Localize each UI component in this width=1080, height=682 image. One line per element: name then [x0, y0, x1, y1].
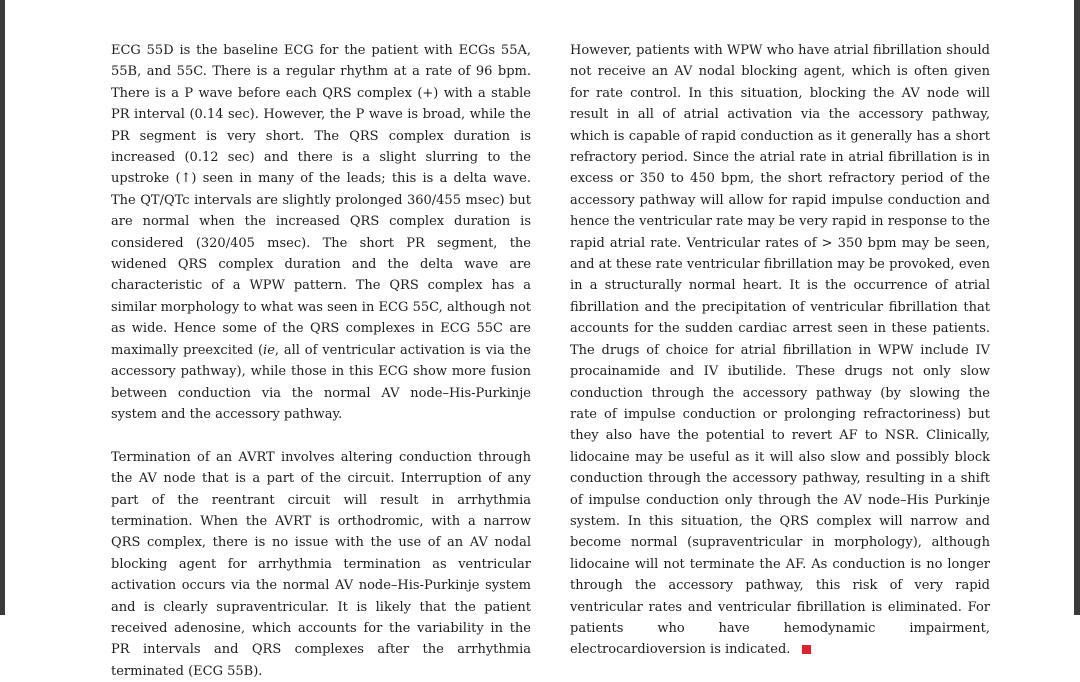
- left-paragraph-1-part-a: ECG 55D is the baseline ECG for the patient with ECGs 55A, 55B, and 55C. There is a regular rhythm at a rate of 96 bpm. There is a P wave before each QRS complex (+) with a stable PR interval (0.14 sec). However, the P wave is broad, while the PR segment is very short. The QRS complex duration is increased (0.12 sec) and there is a slight slurring to the upstroke (↑) seen in many of the leads; this is a delta wave. The QT/QTc intervals are slightly prolonged 360/455 msec) but are normal when the increased QRS complex duration is considered (320/405 msec). The short PR segment, the widened QRS complex duration and the delta wave are characteristic of a WPW pattern. The QRS complex has a similar morphology to what was seen in ECG 55C, although not as wide. Hence some of the QRS complexes in ECG 55C are maximally preexcited (: [111, 43, 531, 358]
- left-paragraph-1-part-b: , all of ventricular activation is via the accessory pathway), while those in this ECG show more fusion between conduction via the normal AV node–His-Purkinje system and the accessory pathway.: [111, 342, 531, 422]
- left-column: [111, 40, 531, 682]
- right-column: [570, 40, 990, 661]
- left-paragraph-2: Termination of an AVRT involves altering conduction through the AV node that is a part of the circuit. Interruption of any part of the reentrant circuit will result in arrhythmia termination. When the AVRT is orthodromic, with a narrow QRS complex, there is no issue with the use of an AV nodal blocking agent for arrhythmia termination as ventricular activation occurs via the normal AV node–His-Purkinje system and is clearly supraventricular. It is likely that the patient received adenosine, which accounts for the variability in the PR intervals and QRS complexes after the arrhythmia terminated (ECG 55B).: [111, 449, 531, 679]
- right-paragraph-1: [570, 40, 990, 661]
- page-edge-right: [1074, 0, 1080, 615]
- end-of-article-icon: [802, 645, 811, 654]
- page-edge-left: [0, 0, 5, 615]
- left-paragraph-1: [111, 40, 531, 425]
- left-paragraph-1-ie: ie: [263, 342, 275, 358]
- right-paragraph-1-text: However, patients with WPW who have atrial fibrillation should not receive an AV nodal blocking agent, which is often given for rate control. In this situation, blocking the AV node will result in all of atrial activation via the accessory pathway, which is capable of rapid conduction as it generally has a short refractory period. Since the atrial rate in atrial fibrillation is in excess or 350 to 450 bpm, the short refractory period of the accessory pathway will allow for rapid impulse conduction and hence the ventricular rate may be very rapid in response to the rapid atrial rate. Ventricular rates of > 350 bpm may be seen, and at these rate ventricular fibrillation may be provoked, even in a structurally normal heart. It is the occurrence of atrial fibrillation and the precipitation of ventricular fibrillation that accounts for the sudden cardiac arrest seen in these patients. The drugs of choice for atrial fibrillation in WPW include IV procainamide and IV ibutilide. These drugs not only slow conduction through the accessory pathway (by slowing the rate of impulse conduction or prolonging refractoriness) but they also have the potential to revert AF to NSR. Clinically, lidocaine may be useful as it will also slow and possibly block conduction through the accessory pathway, resulting in a shift of impulse conduction only through the AV node–His Purkinje system. In this situation, the QRS complex will narrow and become normal (supraventricular in morphology), although lidocaine will not terminate the AF. As conduction is no longer through the accessory pathway, this risk of very rapid ventricular rates and ventricular fibrillation is eliminated. For patients who have hemodynamic impairment, electrocardioversion is indicated.: [570, 43, 990, 658]
